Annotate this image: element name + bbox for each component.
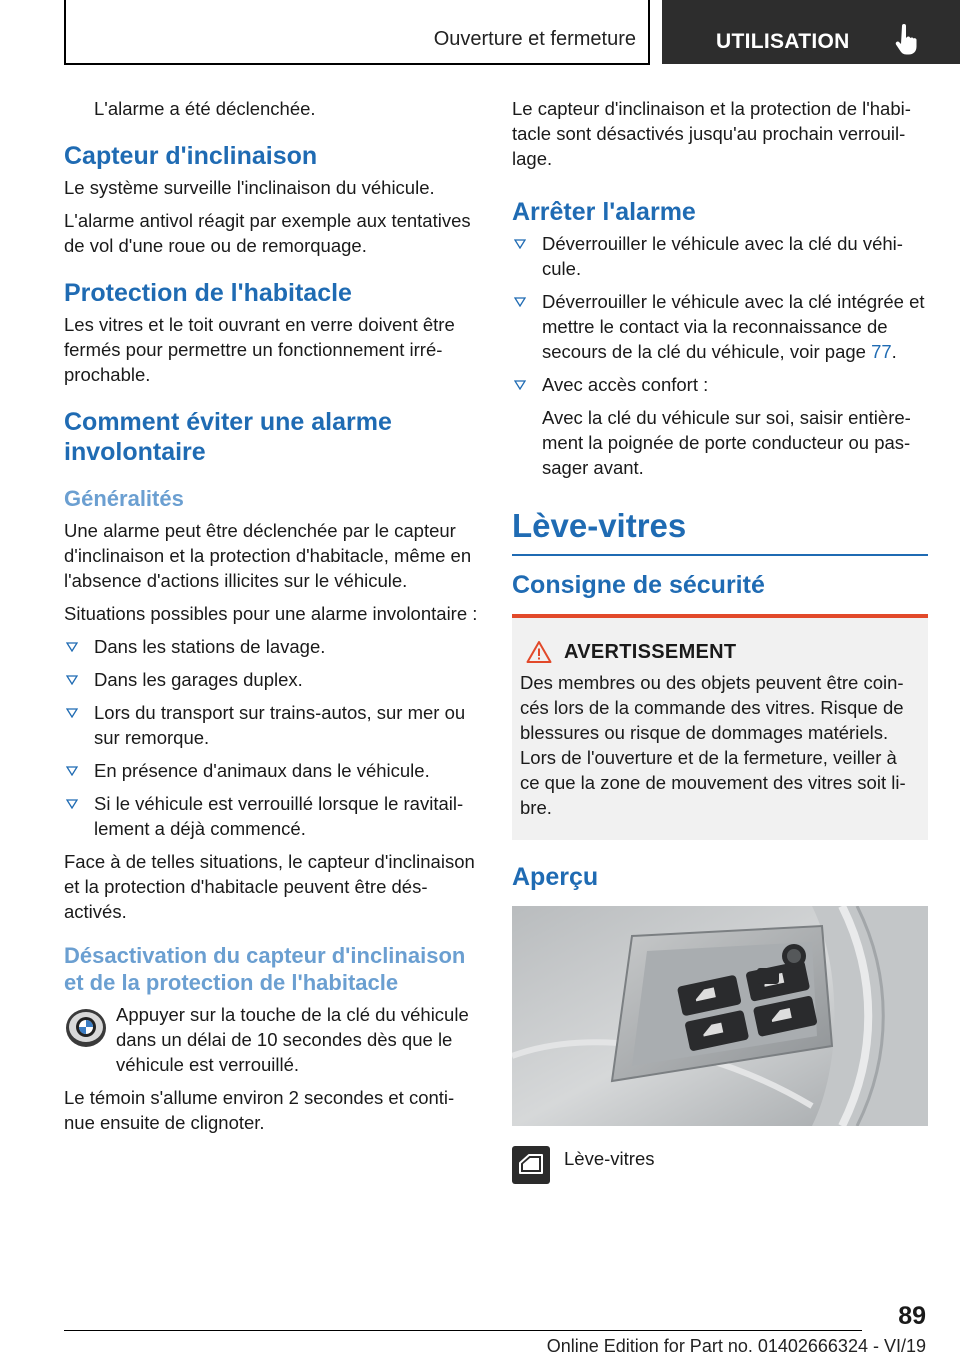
key-instruction — [64, 1002, 478, 1077]
false-alarm-situations-list — [64, 634, 478, 841]
header-divider — [648, 0, 650, 64]
interior-protection-heading: Protection de l'habitacle — [64, 279, 352, 307]
general-subheading: Généralités — [64, 486, 184, 511]
page-number: 89 — [898, 1302, 926, 1330]
right-column — [512, 96, 928, 1184]
left-column — [64, 96, 478, 1143]
window-lifts-title: Lève-vitres — [512, 506, 928, 556]
footer-edition: Online Edition for Part no. 01402666324 - VI/19 — [546, 1336, 926, 1356]
list-item: En présence d'animaux dans le véhicule. — [64, 758, 478, 783]
warning-header — [526, 640, 920, 664]
warning-title: AVERTISSEMENT — [564, 640, 737, 663]
pointing-hand-icon — [894, 24, 920, 56]
tilt-sensor-p1: Le système surveille l'inclinaison du véhicule. — [64, 177, 435, 198]
header-section-title: Ouverture et fermeture — [433, 28, 636, 50]
list-item: Dans les garages duplex. — [64, 667, 478, 692]
deactivation-p1: Appuyer sur la touche de la clé du véhicule dans un délai de 10 secondes dès que le véhicule est verrouillé. — [116, 1004, 469, 1075]
avoid-false-alarm-heading: Comment éviter une alarme involontaire — [64, 408, 392, 466]
warning-triangle-icon — [526, 640, 552, 664]
avoid-p3: Face à de telles situations, le capteur d'inclinaison et la protection d'habitacle peuvent être désactivés. — [64, 851, 475, 922]
legend-label: Lève-vitres — [564, 1148, 655, 1169]
window-lift-legend — [512, 1144, 928, 1184]
deactivation-p2: Le témoin s'allume environ 2 secondes et continue ensuite de clignoter. — [64, 1087, 455, 1133]
bmw-key-icon — [64, 1006, 108, 1050]
avoid-p1: Une alarme peut être déclenchée par le capteur d'inclinaison et la protection d'habitacle, même en l'absence d'actions illicites sur le véhicule. — [64, 520, 472, 591]
list-item: Si le véhicule est verrouillé lorsque le ravitaillement a déjà commencé. — [64, 791, 478, 841]
list-item: Déverrouiller le véhicule avec la clé intégrée et mettre le contact via la reconnaissance de secours de la clé du véhicule, voir page 77. — [512, 289, 928, 364]
page-reference-link[interactable]: 77 — [871, 341, 892, 362]
sensor-deactivated-text: Le capteur d'inclinaison et la protection de l'habitacle sont désactivés jusqu'au prochain verrouillage. — [512, 98, 911, 169]
alarm-triggered-text: L'alarme a été déclenchée. — [94, 98, 316, 119]
chapter-tab-label: UTILISATION — [716, 30, 850, 53]
window-switch-photo — [512, 906, 928, 1126]
triangle-bullet-icon — [512, 372, 528, 397]
deactivation-subheading: Désactivation du capteur d'inclinaison et de la protection de l'habitacle — [64, 943, 466, 995]
window-lift-icon — [512, 1146, 550, 1184]
list-item: Lors du transport sur trains-autos, sur mer ou sur remorque. — [64, 700, 478, 750]
triangle-bullet-icon — [512, 289, 528, 314]
stop-alarm-list — [512, 231, 928, 480]
warning-text: Des membres ou des objets peuvent être coincés lors de la commande des vitres. Risque de blessures ou risque de dommages matériels. Lors de l'ouverture et de la fermeture, veiller à ce que la zone de mouvement des vitres soit libre. — [520, 672, 906, 818]
list-item: Avec accès confort : Avec la clé du véhicule sur soi, saisir entièrement la poignée de porte conducteur ou passager avant. — [512, 372, 928, 480]
overview-heading: Aperçu — [512, 863, 599, 891]
triangle-bullet-icon — [64, 700, 80, 725]
triangle-bullet-icon — [64, 634, 80, 659]
triangle-bullet-icon — [64, 667, 80, 692]
header-chapter-tab[interactable] — [662, 0, 960, 64]
tilt-sensor-p2: L'alarme antivol réagit par exemple aux tentatives de vol d'une roue ou de remorquage. — [64, 210, 471, 256]
avoid-p2: Situations possibles pour une alarme involontaire : — [64, 603, 478, 624]
tilt-sensor-heading: Capteur d'inclinaison — [64, 142, 318, 170]
header-bottom-rule — [64, 63, 650, 65]
comfort-access-detail: Avec la clé du véhicule sur soi, saisir entièrement la poignée de porte conducteur ou passager avant. — [542, 407, 911, 478]
warning-box — [512, 614, 928, 840]
triangle-bullet-icon — [64, 758, 80, 783]
triangle-bullet-icon — [512, 231, 528, 256]
triangle-bullet-icon — [64, 791, 80, 816]
stop-alarm-heading: Arrêter l'alarme — [512, 198, 696, 226]
list-item: Dans les stations de lavage. — [64, 634, 478, 659]
safety-note-heading: Consigne de sécurité — [512, 571, 765, 599]
interior-protection-p1: Les vitres et le toit ouvrant en verre doivent être fermés pour permettre un fonctionnement irréprochable. — [64, 314, 455, 385]
footer-rule — [64, 1330, 862, 1331]
list-item: Déverrouiller le véhicule avec la clé du véhicule. — [512, 231, 928, 281]
header-left-rule — [64, 0, 66, 64]
